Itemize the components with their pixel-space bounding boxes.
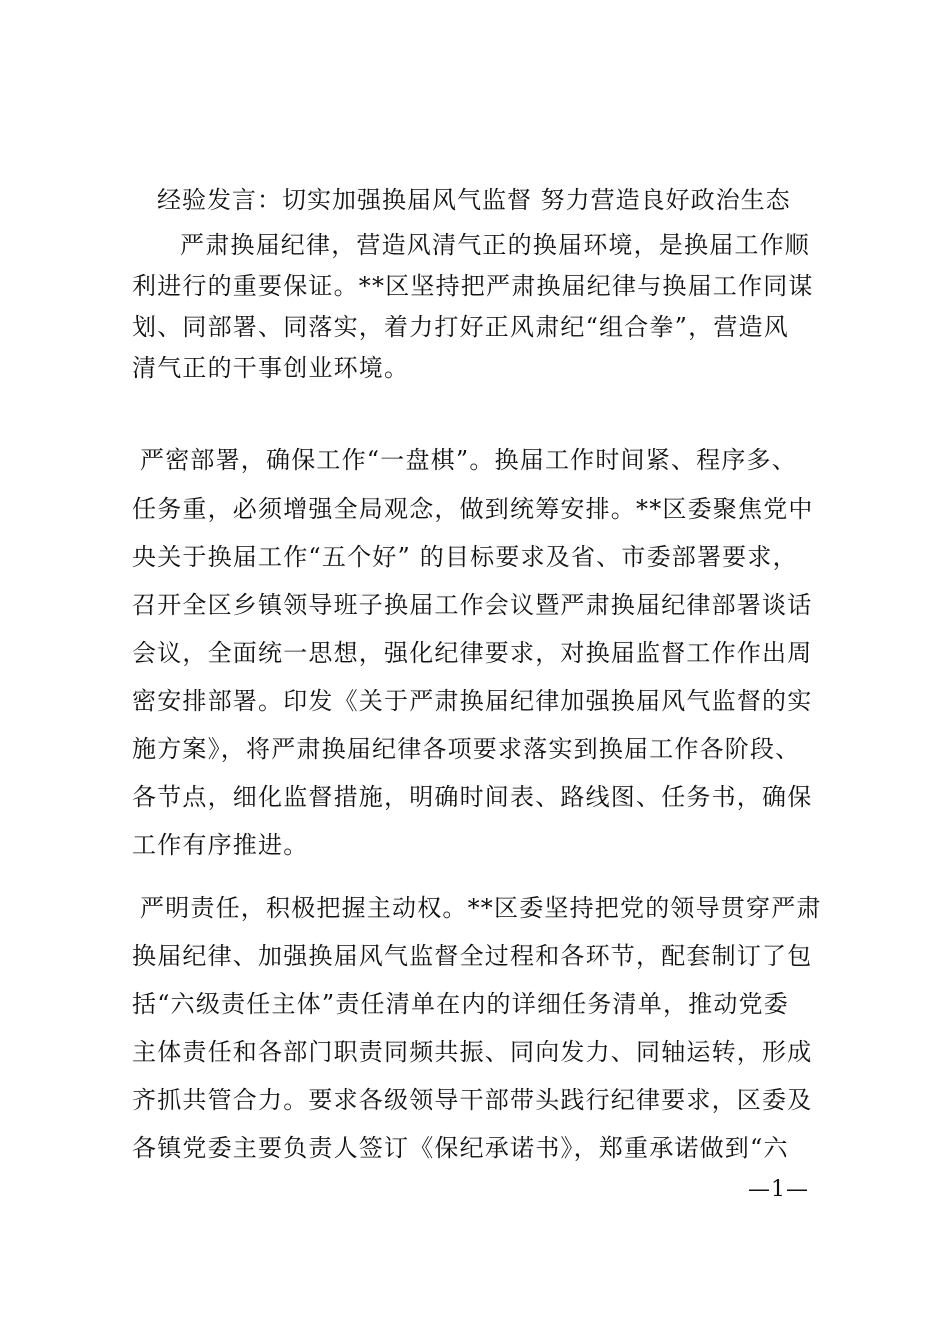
document-title: 经验发言：切实加强换届风气监督 努力营造良好政治生态 bbox=[157, 186, 791, 214]
paragraph-3-line-5: 齐抓共管合力。要求各级领导干部带头践行纪律要求，区委及 bbox=[132, 1086, 813, 1114]
paragraph-1-line-1: 严肃换届纪律，营造风清气正的换届环境，是换届工作顺 bbox=[180, 231, 810, 259]
paragraph-1-line-4: 清气正的干事创业环境。 bbox=[132, 354, 410, 382]
paragraph-2-line-8: 各节点，细化监督措施，明确时间表、路线图、任务书，确保 bbox=[132, 783, 813, 811]
paragraph-2-line-9: 工作有序推进。 bbox=[132, 831, 309, 859]
paragraph-2-line-4: 召开全区乡镇领导班子换届工作会议暨严肃换届纪律部署谈话 bbox=[132, 591, 813, 619]
paragraph-2-line-1: 严密部署，确保工作“一盘棋”。换届工作时间紧、程序多、 bbox=[140, 446, 797, 474]
paragraph-2-line-6: 密安排部署。印发《关于严肃换届纪律加强换届风气监督的实 bbox=[132, 687, 813, 715]
paragraph-2-line-5: 会议，全面统一思想，强化纪律要求，对换届监督工作作出周 bbox=[132, 639, 813, 667]
paragraph-3-line-3: 括“六级责任主体”责任清单在内的详细任务清单，推动党委 bbox=[132, 990, 789, 1018]
paragraph-3-line-1: 严明责任，积极把握主动权。**区委坚持把党的领导贯穿严肃 bbox=[140, 894, 822, 922]
paragraph-1-line-2: 利进行的重要保证。**区坚持把严肃换届纪律与换届工作同谋 bbox=[132, 272, 814, 300]
paragraph-2-line-3: 央关于换届工作“五个好” 的目标要求及省、市委部署要求， bbox=[132, 543, 798, 571]
paragraph-3-line-2: 换届纪律、加强换届风气监督全过程和各环节，配套制订了包 bbox=[132, 942, 813, 970]
page-number: —1— bbox=[748, 1177, 809, 1202]
paragraph-1-line-3: 划、同部署、同落实，着力打好正风肃纪“组合拳”，营造风 bbox=[132, 313, 789, 341]
paragraph-2-line-2: 任务重，必须增强全局观念，做到统筹安排。**区委聚焦党中 bbox=[132, 495, 814, 523]
paragraph-3-line-4: 主体责任和各部门职责同频共振、同向发力、同轴运转，形成 bbox=[132, 1038, 813, 1066]
paragraph-3-line-6: 各镇党委主要负责人签订《保纪承诺书》，郑重承诺做到“六 bbox=[132, 1134, 789, 1162]
paragraph-2-line-7: 施方案》，将严肃换届纪律各项要求落实到换届工作各阶段、 bbox=[132, 735, 801, 763]
